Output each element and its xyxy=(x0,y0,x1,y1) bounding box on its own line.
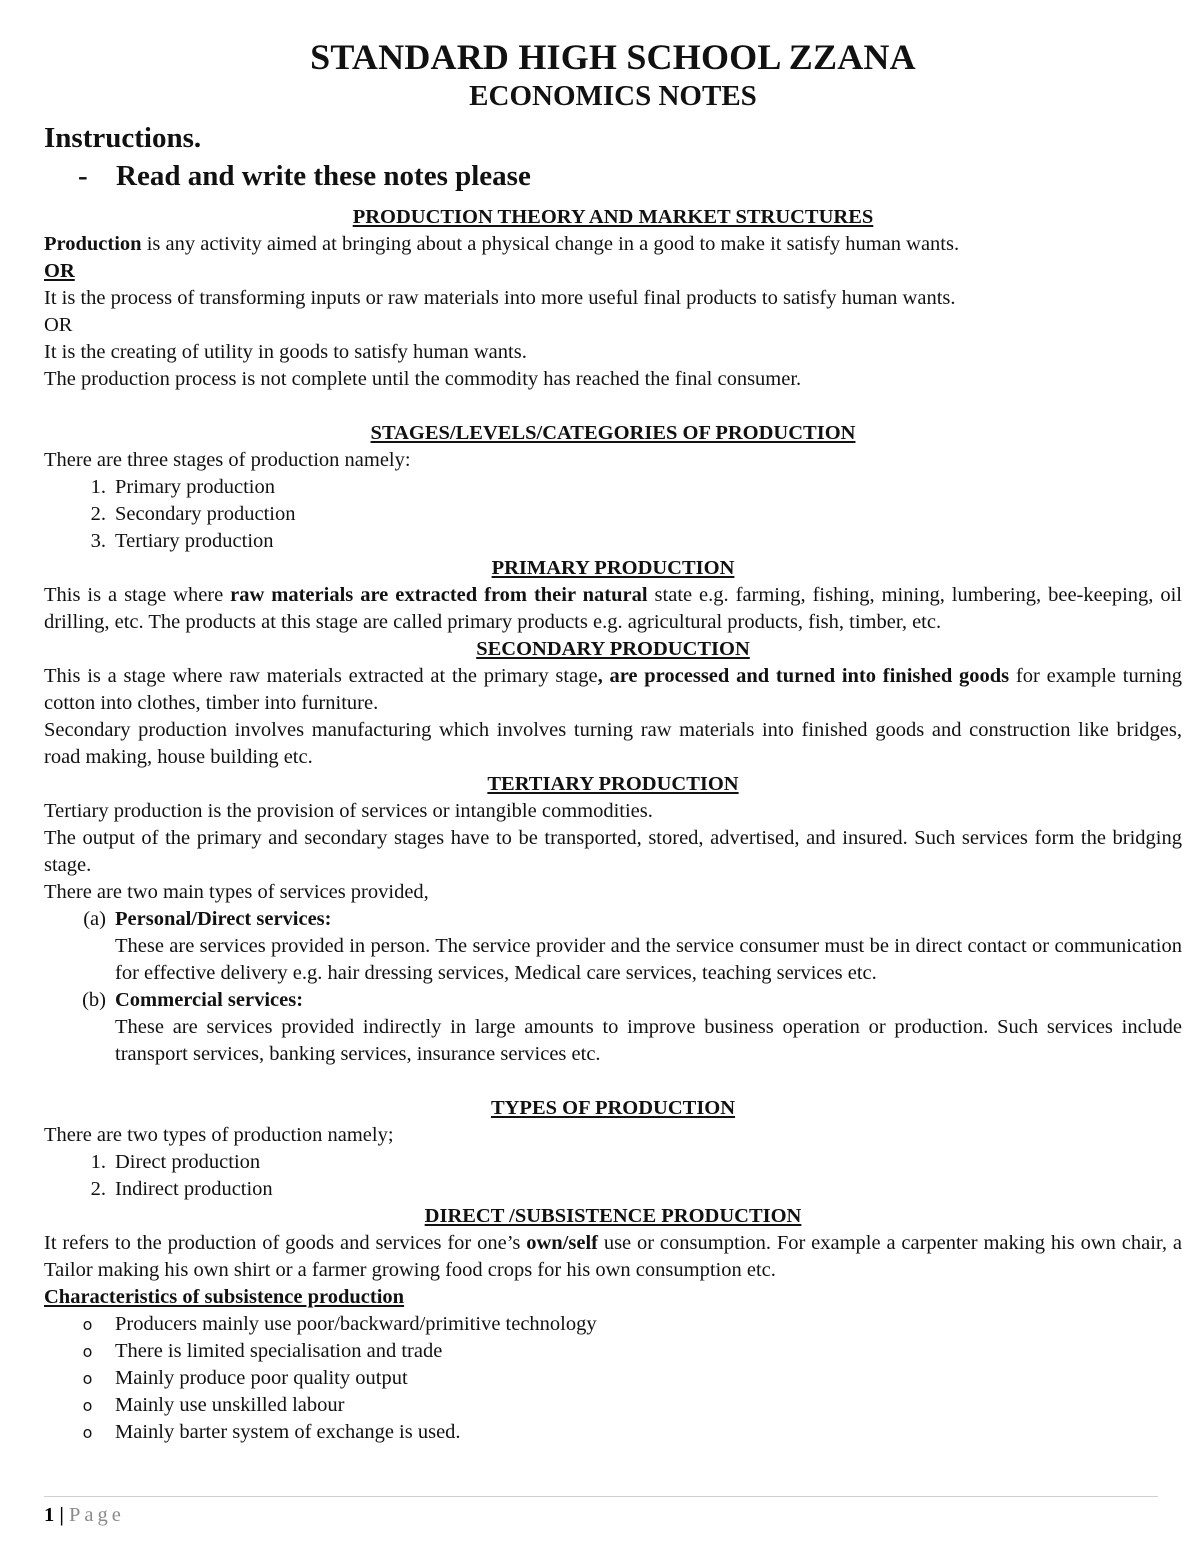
list-text: Producers mainly use poor/backward/primitive technology xyxy=(115,1313,597,1335)
section-heading-types: TYPES OF PRODUCTION xyxy=(490,1097,736,1119)
section-heading-production-theory: PRODUCTION THEORY AND MARKET STRUCTURES xyxy=(352,206,874,228)
list-number: 1. xyxy=(90,476,106,498)
document-page xyxy=(44,36,1182,1446)
instructions-heading: Instructions. xyxy=(44,122,202,154)
list-number: 1. xyxy=(90,1151,106,1173)
production-term: Production xyxy=(44,233,142,255)
list-item xyxy=(44,528,1182,555)
list-text: Mainly use unskilled labour xyxy=(115,1394,345,1416)
or-separator xyxy=(44,258,1182,285)
direct-text-1: It refers to the production of goods and services for one’s xyxy=(44,1232,527,1254)
production-definition-3: It is the creating of utility in goods to satisfy human wants. xyxy=(44,341,527,363)
list-text: Primary production xyxy=(115,476,275,498)
production-definition-2: It is the process of transforming inputs or raw materials into more useful final products to satisfy human wants. xyxy=(44,287,956,309)
stages-intro: There are three stages of production namely: xyxy=(44,449,411,471)
secondary-bold: , are processed and turned into finished goods xyxy=(597,665,1010,687)
footer-divider xyxy=(44,1496,1158,1497)
service-marker-b: (b) xyxy=(82,989,106,1011)
list-text: Secondary production xyxy=(115,503,296,525)
list-text: Mainly barter system of exchange is used. xyxy=(115,1421,461,1443)
bullet-icon: o xyxy=(82,1315,93,1334)
characteristics-heading: Characteristics of subsistence production xyxy=(44,1286,405,1308)
direct-paragraph xyxy=(44,1230,1182,1284)
direct-text-2: use or consumption. For example a carpenter making his own chair, a Tailor making his own shirt or a farmer growing food crops for his own consumption etc. xyxy=(44,1232,1182,1281)
tertiary-paragraph-3: There are two main types of services provided, xyxy=(44,881,429,903)
page-label: Page xyxy=(69,1504,125,1526)
section-heading-secondary: SECONDARY PRODUCTION xyxy=(476,638,750,660)
service-text-a: These are services provided in person. The service provider and the service consumer must be in direct contact or communication for effective delivery e.g. hair dressing services, Medical care services, teaching services etc. xyxy=(115,935,1182,984)
section-heading-direct: DIRECT /SUBSISTENCE PRODUCTION xyxy=(424,1205,802,1227)
page-number: 1 xyxy=(44,1504,55,1526)
footer-separator: | xyxy=(54,1504,70,1526)
instruction-text: Read and write these notes please xyxy=(116,160,531,192)
or-text: OR xyxy=(44,260,75,282)
primary-bold: raw materials are extracted from their natural xyxy=(230,584,648,606)
primary-text-1: This is a stage where xyxy=(44,584,231,606)
list-item xyxy=(44,1311,1182,1338)
list-item xyxy=(44,1419,1182,1446)
secondary-paragraph xyxy=(44,663,1182,717)
list-item xyxy=(44,1392,1182,1419)
service-text-b: These are services provided indirectly in large amounts to improve business operation or production. Such services include transport services, banking services, insurance services etc. xyxy=(115,1016,1182,1065)
bullet-icon: o xyxy=(82,1396,93,1415)
primary-paragraph xyxy=(44,582,1182,636)
service-type-a xyxy=(44,906,1182,933)
types-intro: There are two types of production namely; xyxy=(44,1124,394,1146)
page-footer xyxy=(44,1502,125,1529)
primary-text-2: state e.g. farming, fishing, mining, lumbering, bee-keeping, oil drilling, etc. The products at this stage are called primary products e.g. agricultural products, fish, timber, etc. xyxy=(44,584,1182,633)
list-item xyxy=(44,1338,1182,1365)
tertiary-paragraph-1: Tertiary production is the provision of services or intangible commodities. xyxy=(44,800,653,822)
secondary-text-1: This is a stage where raw materials extracted at the primary stage xyxy=(44,665,598,687)
or-separator-2: OR xyxy=(44,314,73,336)
bullet-icon: o xyxy=(82,1423,93,1442)
list-item xyxy=(44,1149,1182,1176)
list-item xyxy=(44,474,1182,501)
subject-title: ECONOMICS NOTES xyxy=(469,80,757,112)
instruction-dash: - xyxy=(78,160,88,192)
list-text: There is limited specialisation and trade xyxy=(115,1340,443,1362)
secondary-text-2: for example turning cotton into clothes, timber into furniture. xyxy=(44,665,1182,714)
section-heading-stages: STAGES/LEVELS/CATEGORIES OF PRODUCTION xyxy=(370,422,856,444)
list-number: 2. xyxy=(90,1178,106,1200)
list-text: Indirect production xyxy=(115,1178,273,1200)
service-title-a: Personal/Direct services: xyxy=(115,908,332,930)
list-item xyxy=(44,1365,1182,1392)
production-note: The production process is not complete until the commodity has reached the final consumer. xyxy=(44,368,802,390)
list-number: 3. xyxy=(90,530,106,552)
school-title: STANDARD HIGH SCHOOL ZZANA xyxy=(310,37,916,77)
list-item xyxy=(44,1176,1182,1203)
section-heading-tertiary: TERTIARY PRODUCTION xyxy=(487,773,739,795)
bullet-icon: o xyxy=(82,1342,93,1361)
list-number: 2. xyxy=(90,503,106,525)
list-text: Tertiary production xyxy=(115,530,274,552)
bullet-icon: o xyxy=(82,1369,93,1388)
direct-bold: own/self xyxy=(526,1232,598,1254)
list-text: Direct production xyxy=(115,1151,261,1173)
service-type-b xyxy=(44,987,1182,1014)
instruction-item xyxy=(44,156,1182,196)
list-item xyxy=(44,501,1182,528)
section-heading-primary: PRIMARY PRODUCTION xyxy=(491,557,735,579)
service-title-b: Commercial services: xyxy=(115,989,304,1011)
production-definition xyxy=(44,231,1182,258)
tertiary-paragraph-2: The output of the primary and secondary stages have to be transported, stored, advertised, and insured. Such services form the bridging stage. xyxy=(44,827,1182,876)
list-text: Mainly produce poor quality output xyxy=(115,1367,408,1389)
production-definition-text: is any activity aimed at bringing about a physical change in a good to make it satisfy human wants. xyxy=(141,233,960,255)
secondary-paragraph-2: Secondary production involves manufacturing which involves turning raw materials into finished goods and construction like bridges, road making, house building etc. xyxy=(44,719,1182,768)
service-marker-a: (a) xyxy=(83,908,106,930)
